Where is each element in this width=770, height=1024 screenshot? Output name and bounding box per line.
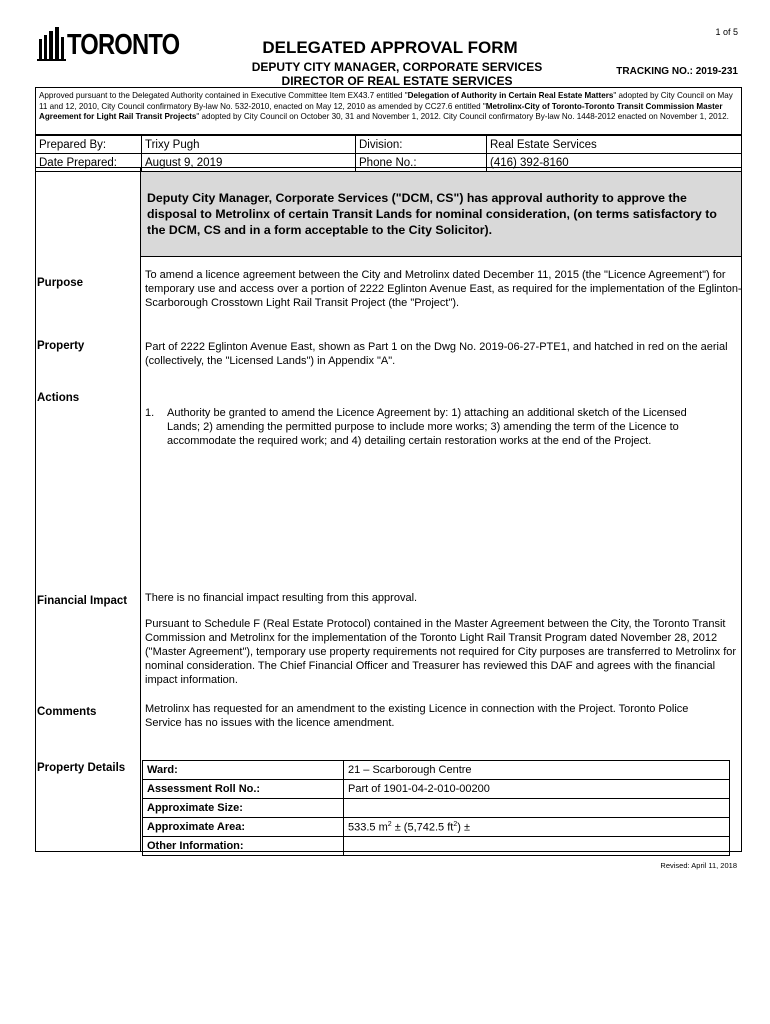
- other-information-value: [344, 837, 730, 856]
- prepared-by-label: Prepared By:: [36, 136, 142, 154]
- property-text: Part of 2222 Eglinton Avenue East, shown as Part 1 on the Dwg No. 2019-06-27-PTE1, and hatched in red on the aerial (collectively, the "Licensed Lands") in Appendix "A".: [145, 341, 728, 367]
- actions-label: Actions: [37, 392, 80, 404]
- action-text: Authority be granted to amend the Licence Agreement by: 1) attaching an additional sketch of the Licensed Lands; 2) amending the permitted purpose to include more works; 3) amending the term of the Licence to accommodate the required work; and 4) detailing certain restoration works at the end of the Project.: [167, 407, 687, 447]
- approval-note-bold-1: Delegation of Authority in Certain Real Estate Matters: [407, 91, 614, 100]
- assessment-roll-label: Assessment Roll No.:: [143, 780, 344, 799]
- date-prepared-value: August 9, 2019: [142, 154, 356, 172]
- area-metric-superscript: 2: [387, 820, 392, 828]
- division-value: Real Estate Services: [487, 136, 742, 154]
- page-number: 1 of 5: [715, 27, 738, 37]
- purpose-label: Purpose: [37, 277, 84, 289]
- table-row: [143, 818, 730, 837]
- revised-date: Revised: April 11, 2018: [660, 861, 737, 870]
- approximate-size-label: Approximate Size:: [143, 799, 344, 818]
- form-title: DELEGATED APPROVAL FORM: [262, 38, 518, 57]
- property-details-label: Property Details: [37, 762, 126, 774]
- table-row: [143, 799, 730, 818]
- property-details-table: [142, 760, 730, 856]
- action-item-1: [145, 406, 705, 450]
- approximate-area-value: [344, 818, 730, 837]
- table-row: [143, 780, 730, 799]
- approval-note-text-3: " adopted by City Council on October 30, 31 and November 1, 2012. City Council confirmatory By-law No. 1448-2012 enacted on November 1, 2012.: [196, 112, 729, 122]
- assessment-roll-value: Part of 1901-04-2-010-00200: [344, 780, 730, 799]
- area-imperial-superscript: 2: [453, 820, 458, 828]
- other-information-label: Other Information:: [143, 837, 344, 856]
- property-label: Property: [37, 340, 85, 352]
- area-suffix: ) ±: [457, 821, 471, 834]
- approval-note-text-1: Approved pursuant to the Delegated Authority contained in Executive Committee Item EX43.7 entitled ": [39, 91, 408, 100]
- approximate-size-value: [344, 799, 730, 818]
- approval-note-bold-2: Metrolinx-City of Toronto-Toronto Transit Commission Master Agreement for Light Rail Transit Projects: [39, 101, 723, 122]
- comments-text: Metrolinx has requested for an amendment to the existing Licence in connection with the Project. Toronto Police Service has no issues with the licence amendment.: [145, 703, 689, 729]
- financial-impact-text-2: Pursuant to Schedule F (Real Estate Protocol) contained in the Master Agreement between the City, the Toronto Transit Commission and Metrolinx for the implementation of the Toronto Light Rail Transit Program dated November 28, 2012 ("Master Agreement"), temporary use property requirements not required for City purposes are transferred to Metrolinx for nominal consideration. The Chief Financial Officer and Treasurer has reviewed this DAF and agrees with the financial impact information.: [145, 618, 737, 686]
- approximate-area-label: Approximate Area:: [143, 818, 344, 837]
- phone-value: (416) 392-8160: [487, 154, 742, 172]
- logo-wordmark: TORONTO: [67, 29, 180, 61]
- form-subtitle-line2: DIRECTOR OF REAL ESTATE SERVICES: [281, 74, 513, 88]
- authority-statement: Deputy City Manager, Corporate Services ("DCM, CS") has approval authority to approve the disposal to Metrolinx of certain Transit Lands for nominal consideration, (on terms satisfactory to the DCM, CS and in a form acceptable to the City Solicitor).: [140, 171, 742, 257]
- action-number: 1.: [145, 407, 155, 419]
- area-imperial: ± (5,742.5 ft: [391, 821, 454, 834]
- form-subtitle-line1: DEPUTY CITY MANAGER, CORPORATE SERVICES: [251, 60, 543, 74]
- financial-impact-text-1: There is no financial impact resulting from this approval.: [145, 592, 418, 604]
- comments-label: Comments: [37, 706, 97, 718]
- ward-label: Ward:: [143, 761, 344, 780]
- ward-value: 21 – Scarborough Centre: [344, 761, 730, 780]
- prepared-by-value: Trixy Pugh: [142, 136, 356, 154]
- label-column-divider: [140, 167, 141, 852]
- division-label: Division:: [356, 136, 487, 154]
- area-metric: 533.5 m: [348, 821, 388, 834]
- purpose-text: To amend a licence agreement between the City and Metrolinx dated December 11, 2015 (the "Licence Agreement") for temporary use and access over a portion of 2222 Eglinton Avenue East, as required for the implementation of the Eglinton-Scarborough Crosstown Light Rail Transit Project (the "Project").: [145, 269, 742, 309]
- financial-impact-label: Financial Impact: [37, 595, 128, 607]
- date-prepared-label: Date Prepared:: [36, 154, 142, 172]
- table-row: [143, 761, 730, 780]
- table-row: [143, 837, 730, 856]
- approval-authority-note: [35, 87, 742, 135]
- tracking-number: TRACKING NO.: 2019-231: [616, 66, 738, 77]
- approval-note-text-2: " adopted by City Council on May 11 and 12, 2010, City Council confirmatory By-law No. 532-2010, enacted on May 12, 2010 as amended by CC27.6 entitled ": [39, 91, 733, 111]
- phone-label: Phone No.:: [356, 154, 487, 172]
